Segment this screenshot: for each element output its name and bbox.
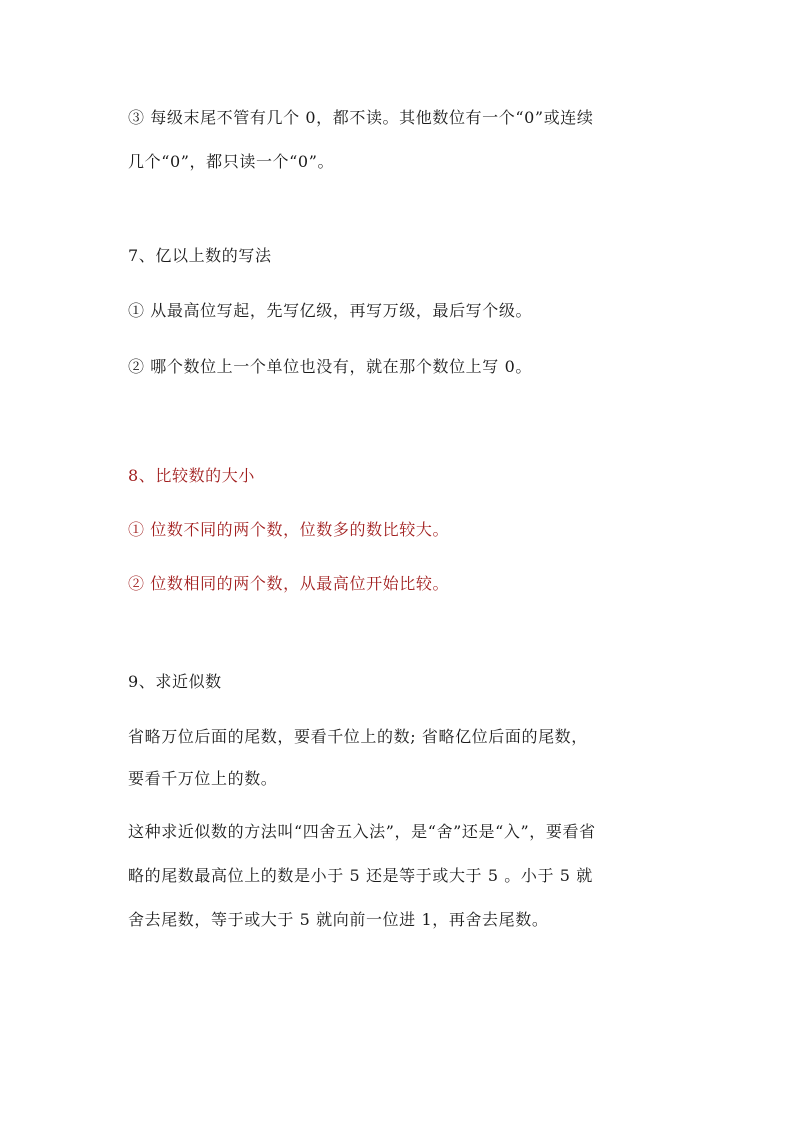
section-8-item-2: ② 位数相同的两个数，从最高位开始比较。 [128, 574, 450, 593]
section-9-para-1-line-2: 要看千万位上的数。 [128, 769, 278, 788]
section-9-para-2-line-1: 这种求近似数的方法叫“四舍五入法”，是“舍”还是“入”，要看省 [128, 822, 596, 841]
rule-3-line-2: 几个“0”，都只读一个“0”。 [128, 152, 335, 171]
section-9-heading: 9、求近似数 [128, 672, 222, 691]
section-8-item-1: ① 位数不同的两个数，位数多的数比较大。 [128, 520, 450, 539]
section-7-heading: 7、亿以上数的写法 [128, 246, 272, 265]
section-9-para-1-line-1: 省略万位后面的尾数，要看千位上的数; 省略亿位后面的尾数， [128, 727, 588, 746]
rule-3-line-1: ③ 每级末尾不管有几个 0，都不读。其他数位有一个“0”或连续 [128, 108, 594, 127]
section-9-para-2-line-3: 舍去尾数，等于或大于 5 就向前一位进 1，再舍去尾数。 [128, 910, 549, 929]
section-7-item-2: ② 哪个数位上一个单位也没有，就在那个数位上写 0。 [128, 357, 532, 376]
section-7-item-1: ① 从最高位写起，先写亿级，再写万级，最后写个级。 [128, 301, 533, 320]
section-8-heading: 8、比较数的大小 [128, 466, 255, 485]
section-9-para-2-line-2: 略的尾数最高位上的数是小于 5 还是等于或大于 5 。小于 5 就 [128, 866, 593, 885]
